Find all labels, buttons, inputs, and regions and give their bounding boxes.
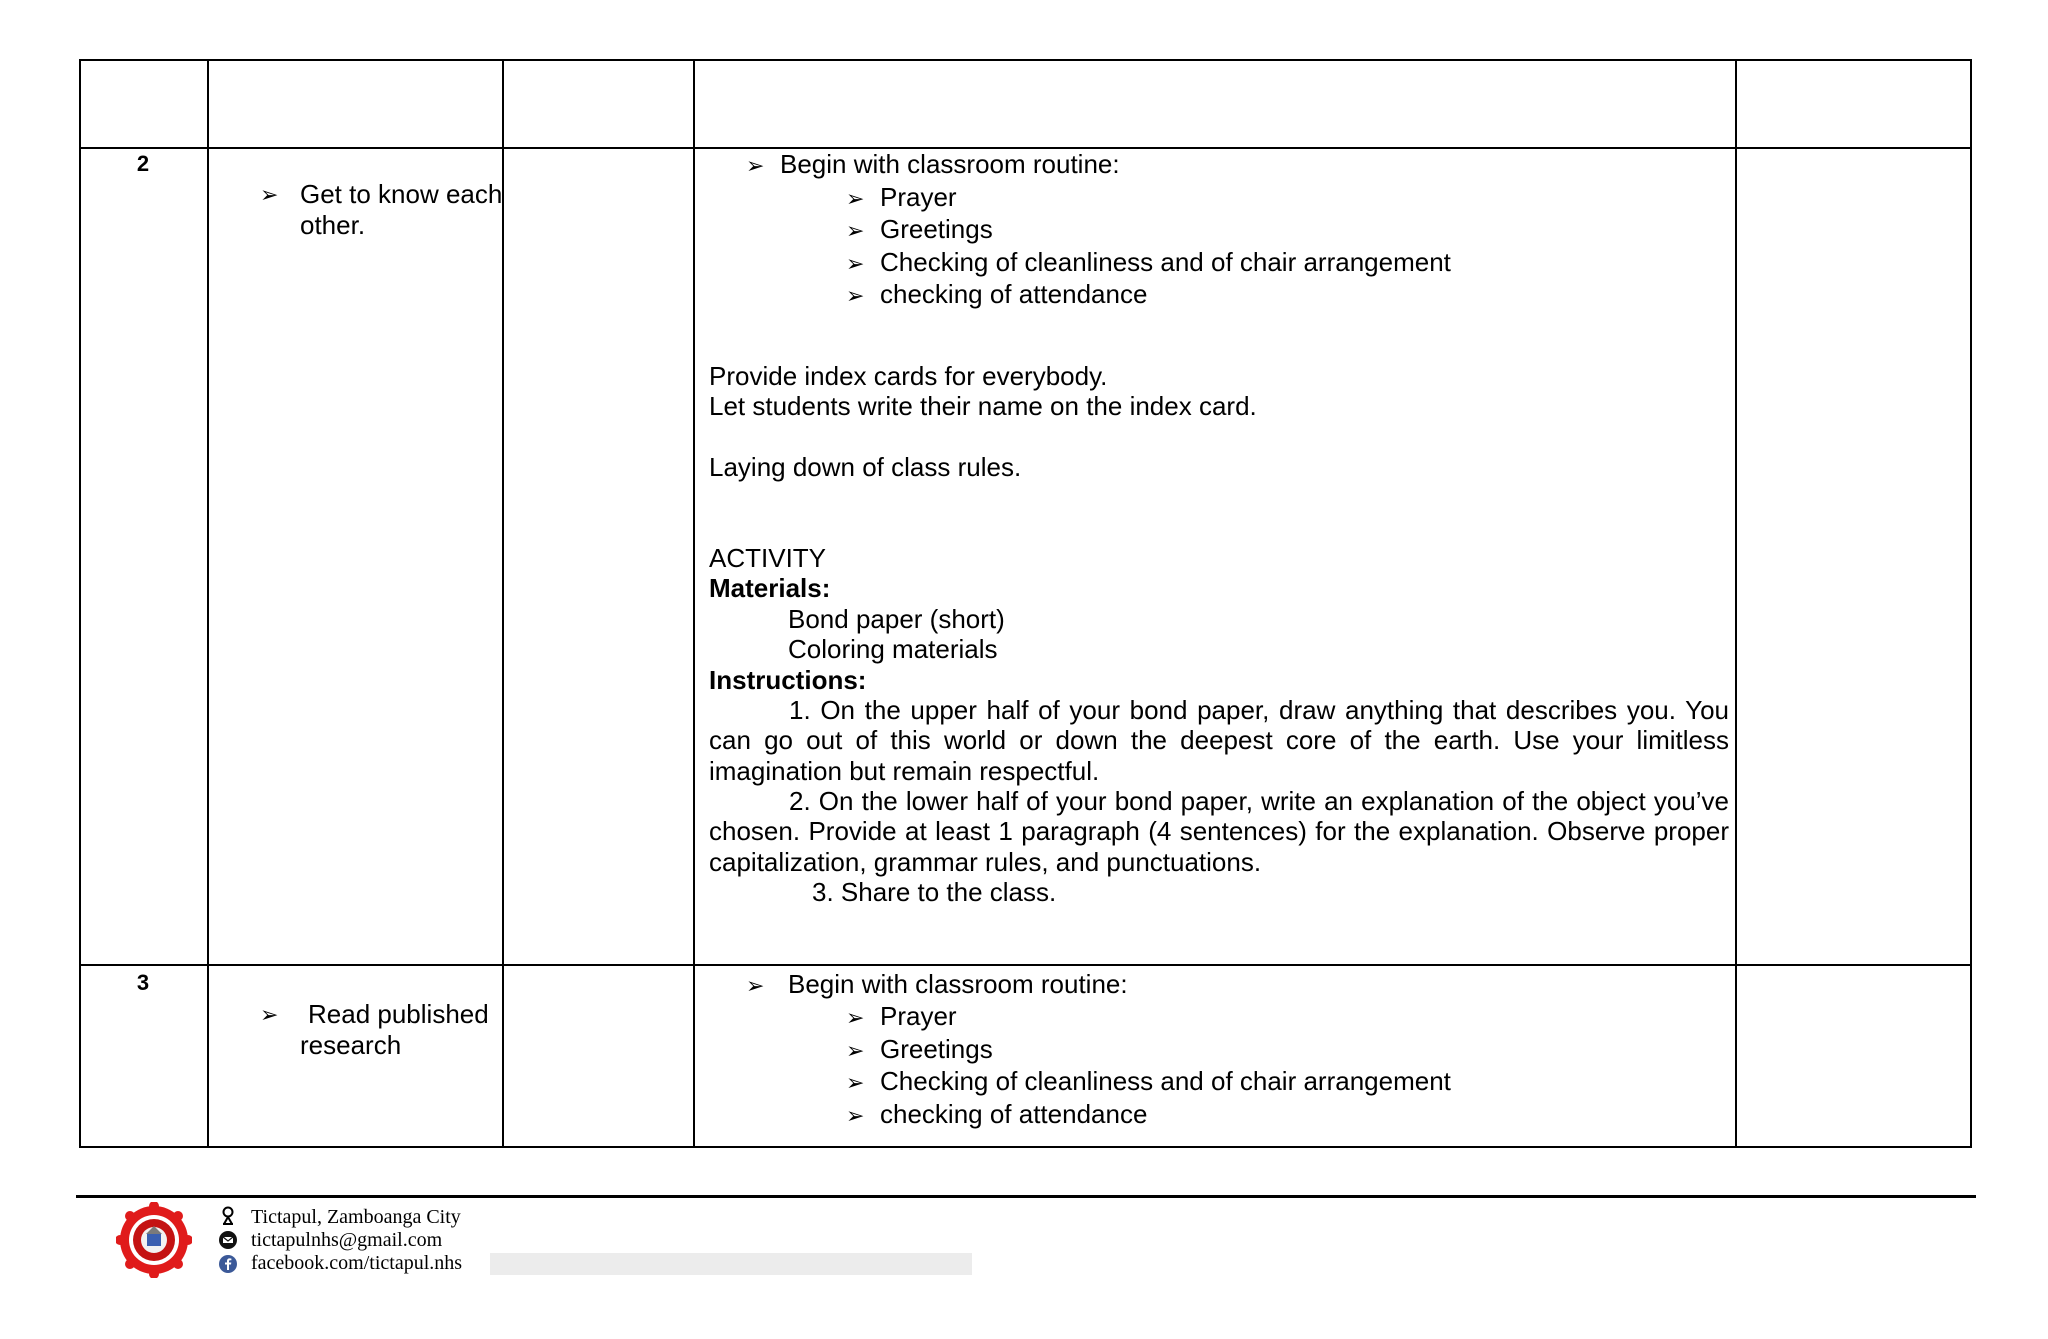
table-column-divider	[1735, 59, 1737, 1148]
school-seal-icon	[116, 1202, 192, 1278]
table-border-top	[79, 59, 1972, 61]
procedure-text: Provide index cards for everybody.	[709, 361, 1108, 391]
footer-rule	[76, 1195, 1976, 1198]
arrowhead-bullet-icon: ➢	[846, 1070, 865, 1095]
arrowhead-bullet-icon: ➢	[260, 182, 279, 207]
footer-email: tictapulnhs@gmail.com	[251, 1229, 443, 1251]
instruction-step: 2. On the lower half of your bond paper, write an explanation of the object you’ve chosen. Provide at least 1 paragraph (4 sentences) for the explanation. Observe proper capitalization, grammar rules, and punctuations.	[709, 786, 1729, 877]
table-column-divider	[207, 59, 209, 1148]
routine-item: ➢ Prayer	[846, 182, 957, 212]
instructions-heading: Instructions:	[709, 665, 867, 695]
arrowhead-bullet-icon: ➢	[846, 283, 865, 308]
routine-item: ➢ Prayer	[846, 1001, 957, 1031]
arrowhead-bullet-icon: ➢	[260, 1002, 279, 1027]
routine-title: ➢ Begin with classroom routine:	[746, 149, 1120, 179]
day-number: 2	[136, 151, 150, 176]
footer-facebook: facebook.com/tictapul.nhs	[251, 1252, 463, 1274]
location-pin-icon	[218, 1206, 238, 1226]
instruction-step: 1. On the upper half of your bond paper, draw anything that describes you. You can go out of this world or down the deepest core of the earth. Use your limitless imagination but remain respectful.	[709, 695, 1729, 786]
activity-heading: ACTIVITY	[709, 543, 827, 573]
arrowhead-bullet-icon: ➢	[846, 251, 865, 276]
arrowhead-bullet-icon: ➢	[846, 1005, 865, 1030]
facebook-icon	[218, 1254, 238, 1274]
email-icon	[218, 1230, 238, 1250]
arrowhead-bullet-icon: ➢	[846, 1103, 865, 1128]
table-column-divider	[693, 59, 695, 1148]
routine-item: ➢ Greetings	[846, 1034, 993, 1064]
procedure-text: Let students write their name on the index card.	[709, 391, 1257, 421]
table-border-bottom	[79, 1146, 1972, 1148]
objective-text: Get to know each other.	[300, 179, 503, 240]
materials-heading: Materials:	[709, 573, 831, 603]
table-row-divider	[79, 964, 1972, 966]
material-item: Bond paper (short)	[788, 604, 1005, 634]
routine-item: ➢ Greetings	[846, 214, 993, 244]
routine-title: ➢ Begin with classroom routine:	[746, 969, 1128, 999]
routine-item: ➢ Checking of cleanliness and of chair arrangement	[846, 1066, 1451, 1096]
routine-item: ➢ checking of attendance	[846, 279, 1148, 309]
footer-address: Tictapul, Zamboanga City	[251, 1206, 461, 1228]
arrowhead-bullet-icon: ➢	[846, 186, 865, 211]
objective-text: Read published research	[300, 999, 489, 1060]
table-border-right	[1970, 59, 1972, 1148]
arrowhead-bullet-icon: ➢	[746, 973, 765, 998]
arrowhead-bullet-icon: ➢	[846, 1038, 865, 1063]
day-number: 3	[136, 970, 150, 995]
material-item: Coloring materials	[788, 634, 998, 664]
arrowhead-bullet-icon: ➢	[846, 218, 865, 243]
routine-item: ➢ Checking of cleanliness and of chair arrangement	[846, 247, 1451, 277]
procedure-text: Laying down of class rules.	[709, 452, 1022, 482]
table-border-left	[79, 59, 81, 1148]
routine-item: ➢ checking of attendance	[846, 1099, 1148, 1129]
footer-highlight-bar	[490, 1253, 972, 1275]
arrowhead-bullet-icon: ➢	[746, 153, 765, 178]
instruction-step: 3. Share to the class.	[812, 877, 1057, 907]
